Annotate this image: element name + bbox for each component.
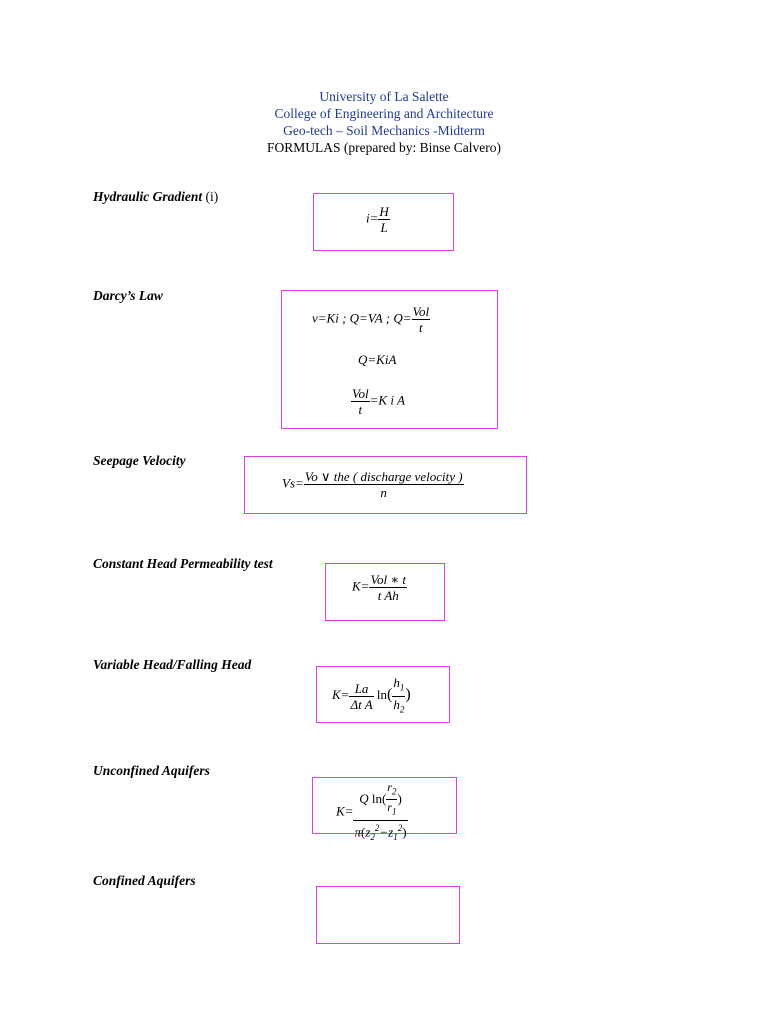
label-variable-head: Variable Head/Falling Head bbox=[93, 657, 252, 672]
darcys-law-line2: Q=KiA bbox=[358, 352, 397, 367]
label-unconfined-aquifers: Unconfined Aquifers bbox=[93, 763, 210, 778]
course-title: Geo-tech – Soil Mechanics -Midterm bbox=[283, 123, 485, 138]
label-constant-head: Constant Head Permeability test bbox=[93, 556, 273, 571]
label-seepage-velocity: Seepage Velocity bbox=[93, 453, 186, 468]
darcys-law-line1: v=Ki ; Q=VA ; Q= $\frac{\text{Vol}}{t}$ bbox=[312, 304, 430, 335]
hydraulic-gradient-formula: i= $\frac{H}{L}$ bbox=[366, 204, 389, 235]
label-darcys-law: Darcy’s Law bbox=[93, 288, 163, 303]
label-hydraulic-gradient: Hydraulic Gradient (i) bbox=[93, 189, 219, 204]
university-name: University of La Salette bbox=[319, 89, 449, 104]
unconfined-aquifers-formula: K= Q ln( $\frac{r_2}{r_1}$ ) $\pi(z_2^2-z_1^2)$ bbox=[336, 780, 407, 842]
confined-aquifers-box bbox=[316, 886, 460, 944]
constant-head-formula: K= $\frac{\text{Vol ∗ t}}{\text{t Ah}}$ bbox=[352, 572, 407, 603]
seepage-velocity-formula: Vs= $\frac{\text{Vo ∨ the ( discharge velocity )}}{n}$ bbox=[282, 469, 463, 500]
darcys-law-line3: $\frac{\text{Vol}}{t}$ =K i A bbox=[352, 386, 405, 417]
college-name: College of Engineering and Architecture bbox=[274, 106, 494, 121]
formulas-title: FORMULAS (prepared by: Binse Calvero) bbox=[267, 140, 501, 155]
label-confined-aquifers: Confined Aquifers bbox=[93, 873, 196, 888]
variable-head-formula: K= $\frac{La}{\text{Δt A}}$ ln( $\frac{h_1}{h_2}$ ) bbox=[332, 675, 411, 715]
document-header bbox=[0, 88, 768, 156]
